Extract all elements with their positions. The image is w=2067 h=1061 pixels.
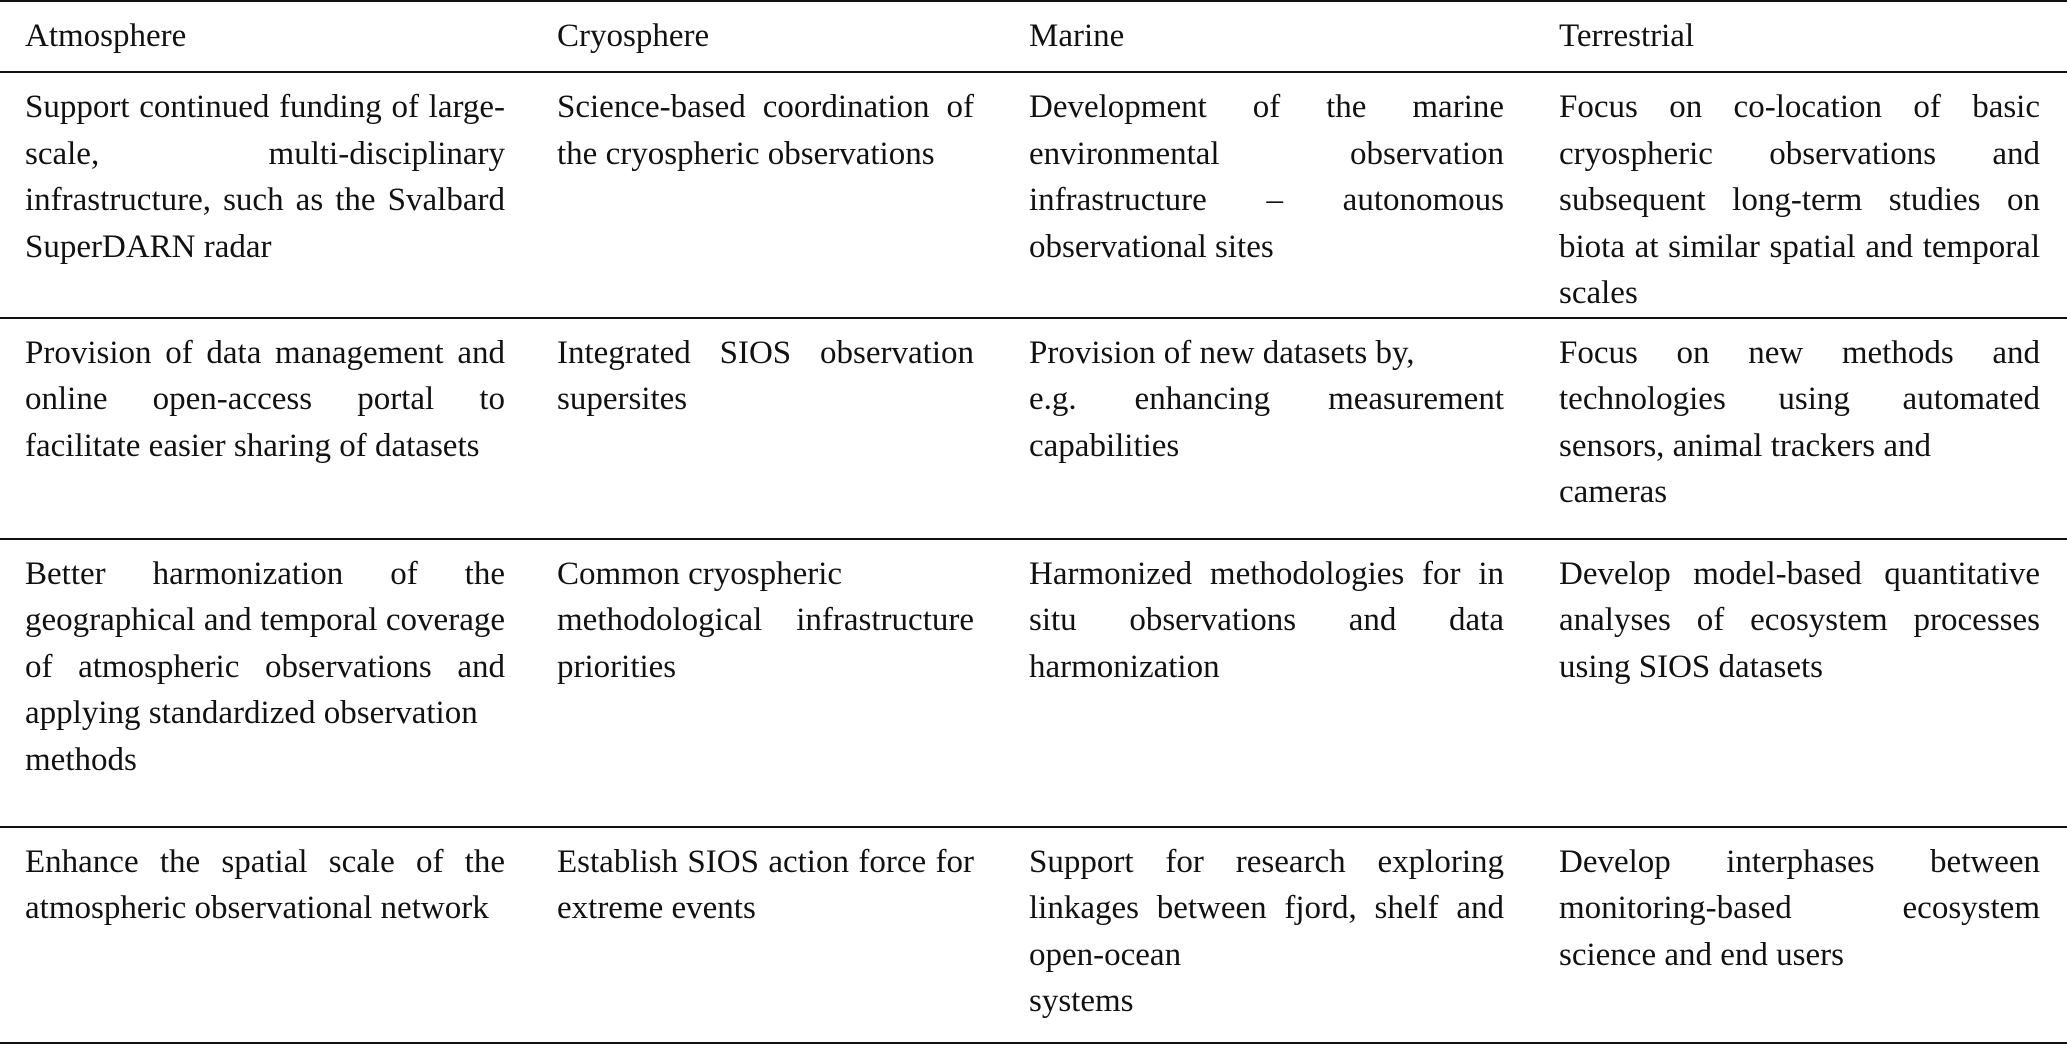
table-cell: Development of the marine environmental observation infrastructure – autonomous observational sites (1004, 72, 1534, 318)
header-marine: Marine (1004, 1, 1534, 72)
table-cell: Support for research exploring linkages between fjord, shelf and open-ocean systems (1004, 827, 1534, 1043)
table-cell: Common cryospheric methodological infrastructure priorities (532, 539, 1004, 827)
table-cell: Develop model-based quantitative analyses of ecosystem processes using SIOS datasets (1534, 539, 2067, 827)
header-terrestrial: Terrestrial (1534, 1, 2067, 72)
header-atmosphere: Atmosphere (0, 1, 532, 72)
table-cell: Enhance the spatial scale of the atmospheric observational network (0, 827, 532, 1043)
table-row (0, 318, 2067, 539)
table-cell: Integrated SIOS observation supersites (532, 318, 1004, 539)
header-cryosphere: Cryosphere (532, 1, 1004, 72)
table-cell: Support continued funding of large-scale, multi-disciplinary infrastructure, such as the Svalbard SuperDARN radar (0, 72, 532, 318)
table-cell: Science-based coordination of the cryospheric observations (532, 72, 1004, 318)
table-cell: Harmonized methodologies for in situ observations and data harmonization (1004, 539, 1534, 827)
table-cell: Better harmonization of the geographical and temporal coverage of atmospheric observations and applying standardized observation methods (0, 539, 532, 827)
table-header-row (0, 1, 2067, 72)
table-row (0, 827, 2067, 1043)
table-cell: Establish SIOS action force for extreme events (532, 827, 1004, 1043)
table-cell: Provision of data management and online open-access portal to facilitate easier sharing of datasets (0, 318, 532, 539)
table-cell: Provision of new datasets by, e.g. enhancing measurement capabilities (1004, 318, 1534, 539)
table-row (0, 539, 2067, 827)
table-row (0, 72, 2067, 318)
table-cell: Focus on co-location of basic cryospheric observations and subsequent long-term studies on biota at similar spatial and temporal scales (1534, 72, 2067, 318)
table-cell: Focus on new methods and technologies using automated sensors, animal trackers and cameras (1534, 318, 2067, 539)
table-cell: Develop interphases between monitoring-based ecosystem science and end users (1534, 827, 2067, 1043)
